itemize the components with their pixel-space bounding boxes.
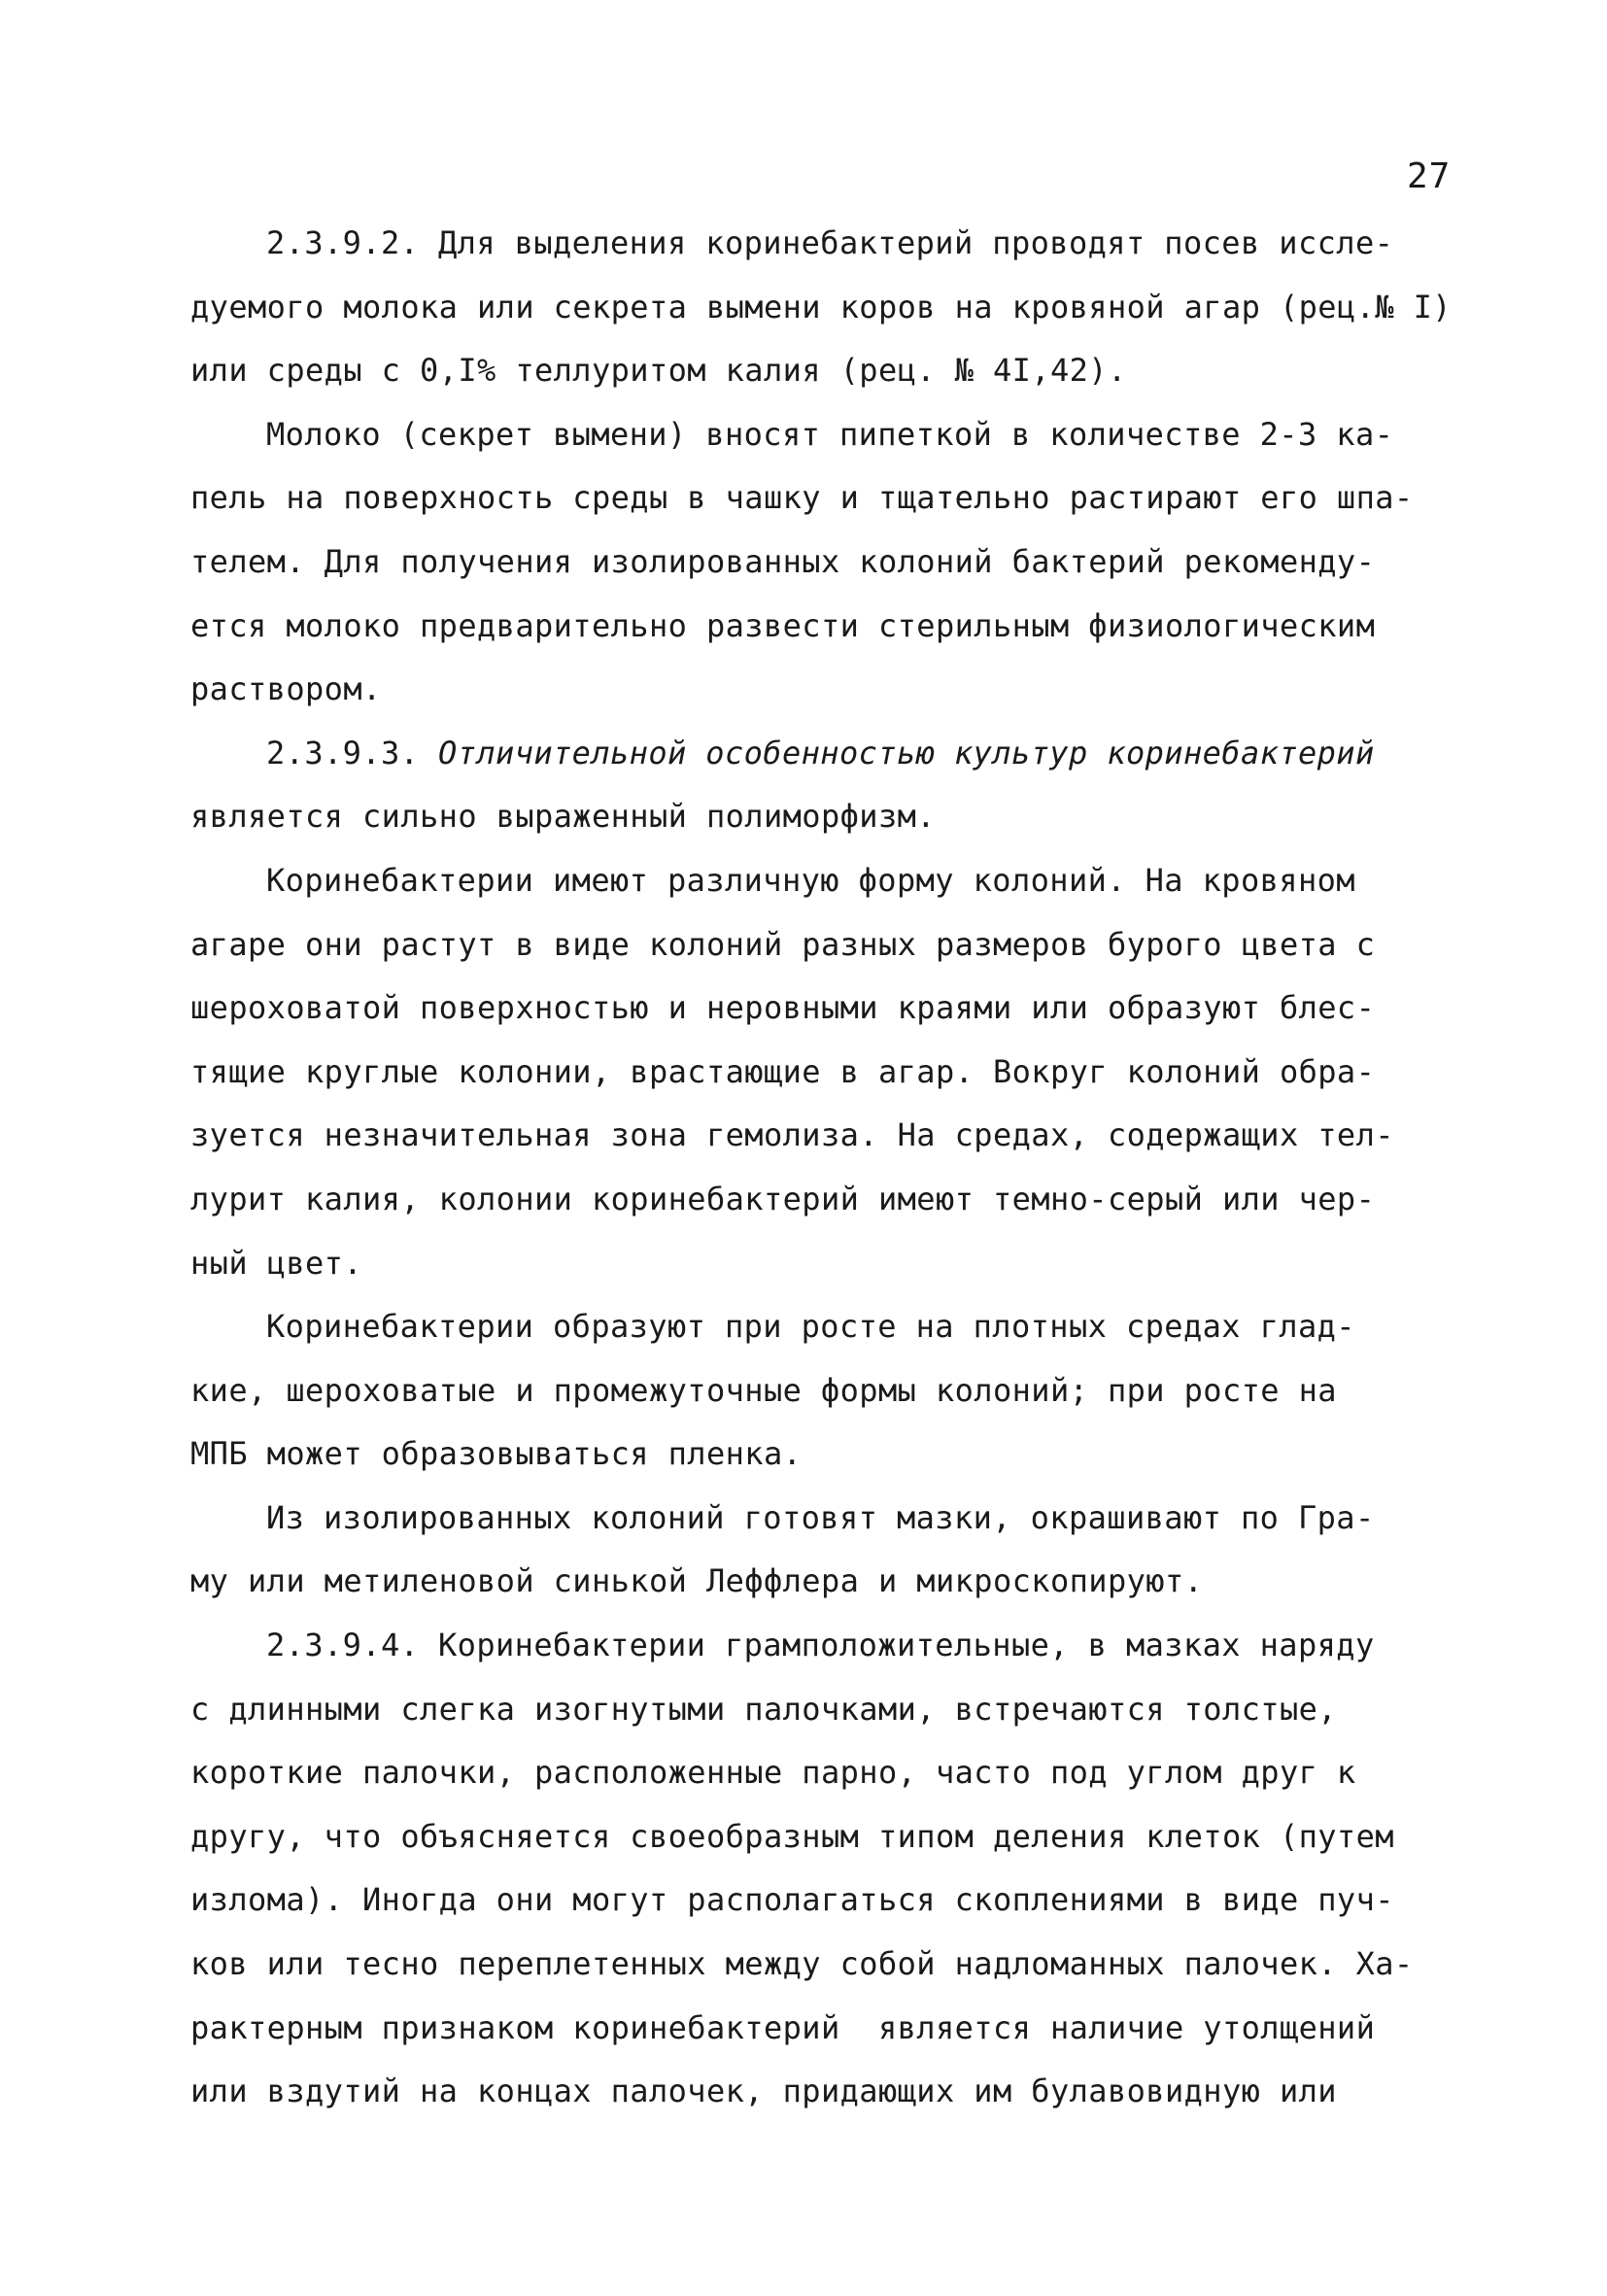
text-line: другу, что объясняется своеобразным типом деления клеток (путем	[190, 1817, 1394, 1855]
text-line: лурит калия, колонии коринебактерий имеют темно-серый или чер-	[190, 1180, 1376, 1217]
text-line: рактерным признаком коринебактерий является наличие утолщений	[190, 2008, 1376, 2046]
body-text	[190, 212, 1492, 2124]
text-line: Коринебактерии образуют при росте на плотных средах глад-	[266, 1308, 1355, 1346]
text-line: 2.3.9.3. Отличительной особенностью культур коринебактерий	[266, 734, 1375, 771]
page-number: 27	[1407, 156, 1452, 196]
text-line: ется молоко предварительно развести стерильным физиологическим	[190, 606, 1376, 644]
text-line: или среды с 0,I% теллуритом калия (рец. № 4I,42).	[190, 352, 1127, 390]
text-line: ков или тесно переплетенных между собой надломанных палочек. Ха-	[190, 1945, 1414, 1983]
text-line: Коринебактерии имеют различную форму колоний. На кровяном	[266, 861, 1355, 899]
text-line: является сильно выраженный полиморфизм.	[190, 798, 936, 836]
text-line: короткие палочки, расположенные парно, часто под углом друг к	[190, 1754, 1356, 1792]
text-line: с длинными слегка изогнутыми палочками, встречаются толстые,	[190, 1690, 1337, 1728]
text-line: 2.3.9.2. Для выделения коринебактерий проводят посев иссле-	[266, 224, 1394, 261]
text-line: тящие круглые колонии, врастающие в агар. Вокруг колоний обра-	[190, 1052, 1376, 1090]
text-line: дуемого молока или секрета вымени коров на кровяной агар (рец.№ I)	[190, 288, 1452, 326]
text-line: телем. Для получения изолированных колоний бактерий рекоменду-	[190, 542, 1376, 580]
text-line: му или метиленовой синькой Леффлера и микроскопируют.	[190, 1562, 1204, 1600]
text-line: кие, шероховатые и промежуточные формы колоний; при росте на	[190, 1371, 1337, 1409]
text-line: 2.3.9.4. Коринебактерии грамположительные, в мазках наряду	[266, 1627, 1375, 1664]
text-line: зуется незначительная зона гемолиза. На средах, содержащих тел-	[190, 1116, 1394, 1154]
text-line: Молоко (секрет вымени) вносят пипеткой в количестве 2-3 ка-	[266, 415, 1394, 453]
text-line: шероховатой поверхностью и неровными краями или образуют блес-	[190, 989, 1376, 1027]
text-line: пель на поверхность среды в чашку и тщательно растирают его шпа-	[190, 479, 1414, 517]
text-line: Из изолированных колоний готовят мазки, окрашивают по Гра-	[266, 1498, 1375, 1536]
text-line: ный цвет.	[190, 1244, 362, 1282]
text-line: или вздутий на концах палочек, придающих им булавовидную или	[190, 2073, 1337, 2110]
text-line: раствором.	[190, 670, 382, 708]
text-line: агаре они растут в виде колоний разных размеров бурого цвета с	[190, 925, 1376, 963]
text-line: МПБ может образовываться пленка.	[190, 1435, 803, 1473]
text-line: излома). Иногда они могут располагаться скоплениями в виде пуч-	[190, 1881, 1394, 1919]
